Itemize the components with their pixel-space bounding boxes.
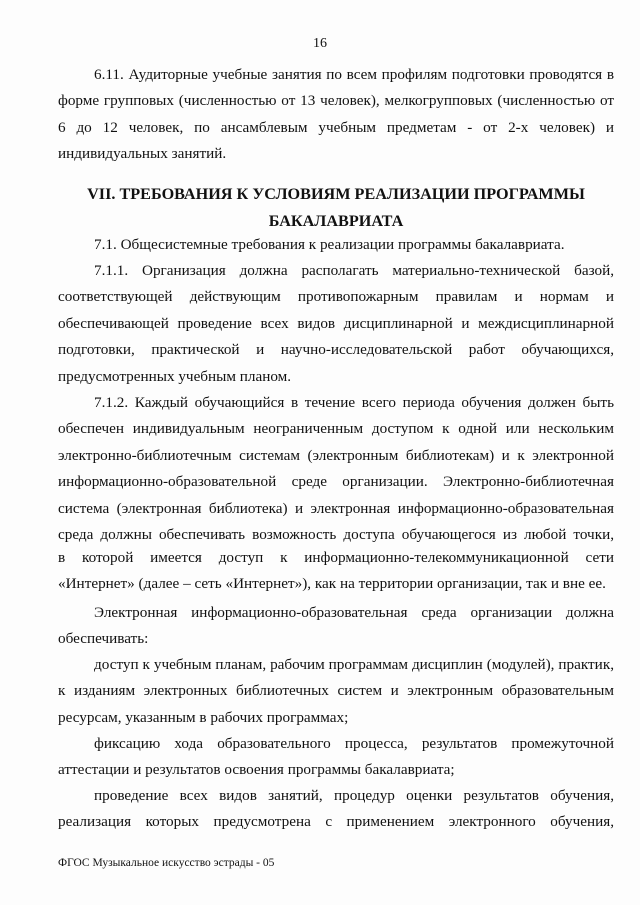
list-item-fixation: фиксацию хода образовательного процесса, результатов промежуточной аттестации и результатов освоения программы бакалавриата; xyxy=(58,735,614,779)
page-number: 16 xyxy=(313,36,327,51)
paragraph-eios: Электронная информационно-образовательная среда организации должна обеспечивать: xyxy=(58,604,614,648)
paragraph-6-11: 6.11. Аудиторные учебные занятия по всем профилям подготовки проводятся в форме групповых (численностью от 13 человек), мелкогрупповых (численностью от 6 до 12 человек, по ансамблевым учебным предметам - от 2-х человек) и индивидуальных занятий. xyxy=(58,66,614,163)
page-footer: ФГОС Музыкальное искусство эстрады - 05 xyxy=(58,857,275,869)
section-heading xyxy=(58,181,614,235)
list-item-conduct: проведение всех видов занятий, процедур оценки результатов обучения, реализация которых предусмотрена с применением электронного обучения, xyxy=(58,787,614,831)
paragraph-7-1-2: 7.1.2. Каждый обучающийся в течение всего периода обучения должен быть обеспечен индивидуальным неограниченным доступом к одной или нескольким электронно-библиотечным системам (электронным библиотекам) и к электронной информационно-образовательной среде организации. Электронно-библиотечная система (электронная библиотека) и электронная информационно-образовательная среда должны обеспечивать возможность доступа обучающегося из любой точки, xyxy=(58,394,614,544)
paragraph-7-1-2-continued: в которой имеется доступ к информационно-телекоммуникационной сети «Интернет» (далее – сеть «Интернет»), как на территории организации, так и вне ее. xyxy=(58,549,614,593)
paragraph-7-1: 7.1. Общесистемные требования к реализации программы бакалавриата. xyxy=(94,236,565,253)
paragraph-7-1-1: 7.1.1. Организация должна располагать материально-технической базой, соответствующей действующим противопожарным правилам и нормам и обеспечивающей проведение всех видов дисциплинарной и междисциплинарной подготовки, практической и научно-исследовательской работ обучающихся, предусмотренных учебным планом. xyxy=(58,262,614,385)
list-item-access: доступ к учебным планам, рабочим программам дисциплин (модулей), практик, к изданиям электронных библиотечных систем и электронным образовательным ресурсам, указанным в рабочих программах; xyxy=(58,656,614,726)
heading-line-1: VII. ТРЕБОВАНИЯ К УСЛОВИЯМ РЕАЛИЗАЦИИ ПРОГРАММЫ xyxy=(87,185,585,203)
heading-line-2: БАКАЛАВРИАТА xyxy=(268,212,404,230)
